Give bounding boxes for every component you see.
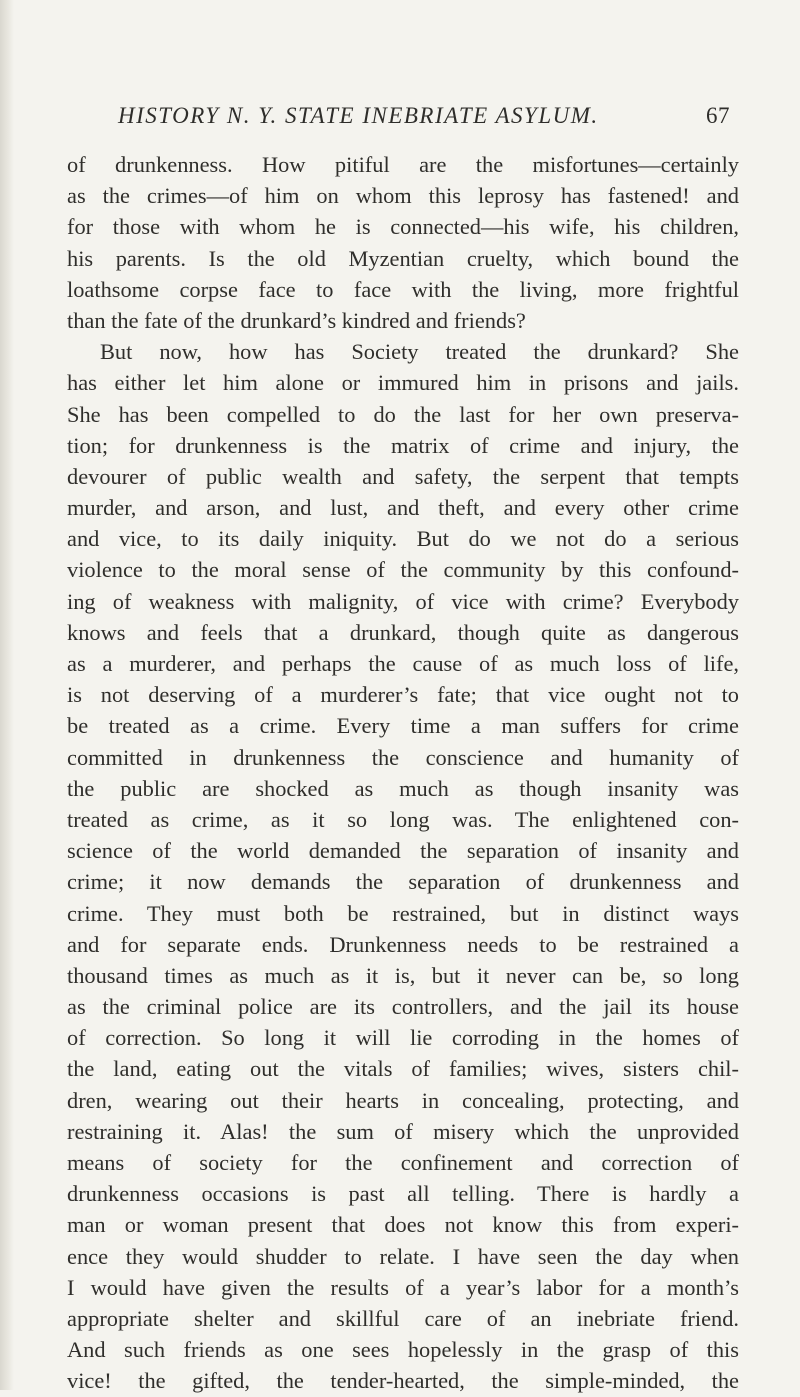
text-line: vice! the gifted, the tender-hearted, the simple-minded, the bbox=[67, 1368, 739, 1394]
text-line: than the fate of the drunkard’s kindred and friends? bbox=[67, 307, 526, 333]
text-line: drunkenness occasions is past all telling. There is hardly a bbox=[67, 1181, 739, 1207]
text-line: as the criminal police are its controllers, and the jail its house bbox=[67, 994, 739, 1020]
text-line: for those with whom he is connected—his wife, his children, bbox=[67, 214, 739, 240]
text-line: has either let him alone or immured him in prisons and jails. bbox=[67, 370, 739, 396]
text-line: the public are shocked as much as though insanity was bbox=[67, 775, 739, 801]
text-line: crime; it now demands the separation of drunkenness and bbox=[67, 869, 739, 895]
text-line: ence they would shudder to relate. I have seen the day when bbox=[67, 1243, 739, 1269]
text-line: and for separate ends. Drunkenness needs to be restrained a bbox=[67, 931, 739, 957]
text-line: dren, wearing out their hearts in concealing, protecting, and bbox=[67, 1087, 739, 1113]
text-line: devourer of public wealth and safety, the serpent that tempts bbox=[67, 463, 739, 489]
page-binding-edge bbox=[0, 0, 14, 1390]
text-line: as the crimes—of him on whom this leprosy has fastened! and bbox=[67, 183, 739, 209]
text-line: crime. They must both be restrained, but in distinct ways bbox=[67, 900, 739, 926]
text-line: And such friends as one sees hopelessly in the grasp of this bbox=[67, 1337, 739, 1363]
text-line: means of society for the confinement and correction of bbox=[67, 1150, 739, 1175]
text-line: treated as crime, as it so long was. The enlightened con- bbox=[67, 806, 739, 832]
text-line: murder, and arson, and lust, and theft, and every other crime bbox=[67, 495, 739, 521]
text-line: the land, eating out the vitals of families; wives, sisters chil- bbox=[67, 1056, 739, 1082]
text-line: and vice, to its daily iniquity. But do we not do a serious bbox=[67, 526, 739, 552]
text-line: of drunkenness. How pitiful are the misfortunes—certainly bbox=[67, 152, 739, 177]
text-line: is not deserving of a murderer’s fate; that vice ought not to bbox=[67, 682, 739, 708]
running-header bbox=[118, 103, 730, 129]
text-line: loathsome corpse face to face with the living, more frightful bbox=[67, 276, 739, 302]
text-line: She has been compelled to do the last for her own preserva- bbox=[67, 401, 739, 427]
text-line: appropriate shelter and skillful care of an inebriate friend. bbox=[67, 1305, 739, 1331]
text-line: ing of weakness with malignity, of vice with crime? Everybody bbox=[67, 588, 739, 614]
text-line: his parents. Is the old Myzentian cruelty, which bound the bbox=[67, 245, 739, 271]
text-line: science of the world demanded the separation of insanity and bbox=[67, 838, 739, 864]
running-title: HISTORY N. Y. STATE INEBRIATE ASYLUM. bbox=[118, 103, 599, 128]
text-line: as a murderer, and perhaps the cause of as much loss of life, bbox=[67, 651, 739, 676]
text-line: be treated as a crime. Every time a man suffers for crime bbox=[67, 713, 739, 739]
text-line: man or woman present that does not know this from experi- bbox=[67, 1212, 739, 1238]
text-line: restraining it. Alas! the sum of misery which the unprovided bbox=[67, 1118, 739, 1144]
text-line: violence to the moral sense of the community by this confound- bbox=[67, 557, 739, 583]
body-text bbox=[67, 149, 739, 1397]
page-number: 67 bbox=[706, 103, 730, 128]
text-line: of correction. So long it will lie corroding in the homes of bbox=[67, 1025, 739, 1051]
paragraph-start-line: But now, how has Society treated the drunkard? She bbox=[100, 339, 739, 365]
text-line: I would have given the results of a year’s labor for a month’s bbox=[67, 1274, 739, 1300]
text-line: tion; for drunkenness is the matrix of crime and injury, the bbox=[67, 432, 739, 458]
text-line: committed in drunkenness the conscience and humanity of bbox=[67, 744, 739, 770]
text-line: thousand times as much as it is, but it never can be, so long bbox=[67, 962, 739, 988]
text-line: knows and feels that a drunkard, though quite as dangerous bbox=[67, 619, 739, 645]
